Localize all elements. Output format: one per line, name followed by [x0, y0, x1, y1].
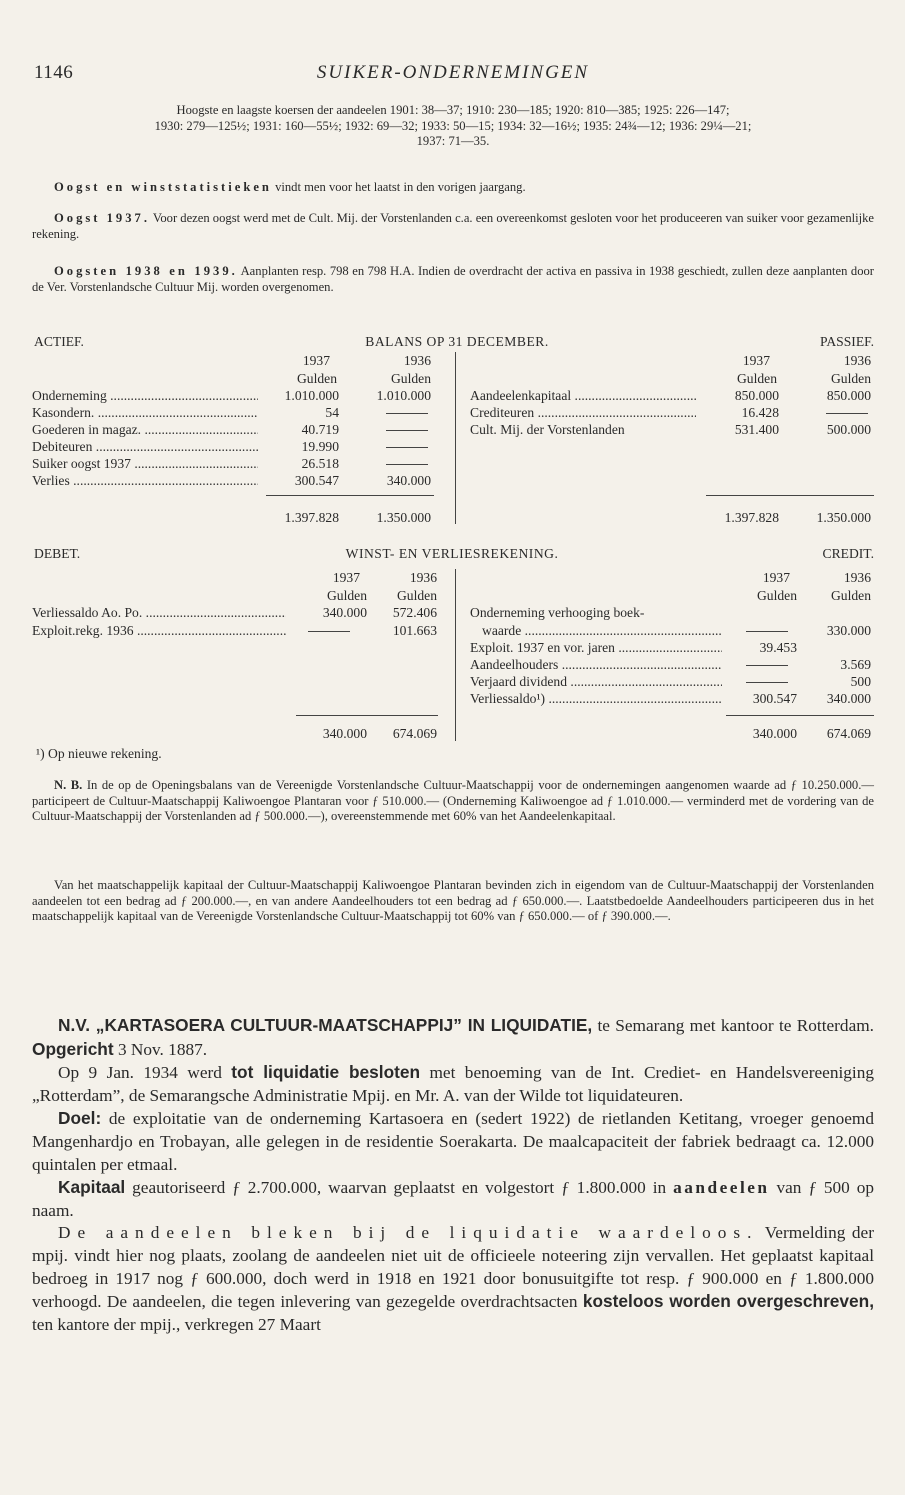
nb-paragraph-2: [32, 878, 874, 925]
asset-1937: 1.010.000: [284, 388, 339, 403]
balance-unit-right-1: Gulden: [736, 371, 777, 386]
balance-unit-right-2: Gulden: [830, 371, 871, 386]
liquidation-paragraph: [32, 1061, 874, 1107]
liability-row: [32, 387, 874, 404]
running-title: SUIKER-ONDERNEMINGEN: [316, 62, 590, 83]
pnl-unit-left-1: Gulden: [326, 588, 367, 603]
asset-label: Verlies .....: [32, 472, 258, 489]
asset-row: [32, 472, 874, 489]
liability-1937: 531.400: [734, 422, 779, 437]
asset-1936: 1.010.000: [376, 388, 431, 403]
liability-row: [32, 404, 874, 421]
asset-label: Suiker oogst 1937 .....: [32, 455, 258, 472]
credit-label: waarde .....: [482, 622, 722, 639]
balance-divider: [455, 352, 456, 524]
asset-1937: 300.547: [294, 473, 339, 488]
credit-label: Verjaard dividend .....: [470, 673, 722, 690]
credit-label: Exploit. 1937 en vor. jaren .....: [470, 639, 722, 656]
balance-left-title: ACTIEF.: [34, 334, 84, 349]
page-number: 1146: [34, 62, 74, 83]
credit-row: [32, 604, 874, 621]
balance-year-1936-left: 1936: [403, 353, 431, 368]
pnl-unit-left-2: Gulden: [396, 588, 437, 603]
empty-dash: [746, 622, 788, 639]
pnl-unit-right-1: Gulden: [756, 588, 797, 603]
debit-label: Verliessaldo Ao. Po. .....: [32, 604, 286, 621]
credit-1936: 330.000: [826, 623, 871, 638]
kapitaal-spaced: aandeelen: [673, 1178, 770, 1198]
oogst-statistics-note: [32, 180, 874, 196]
oogst-1937-text: Voor dezen oogst werd met de Cult. Mij. der Vorstenlanden c.a. een overeenkomst gesloten voor het produceeren van suiker voor gezamenlijke rekening.: [32, 211, 875, 241]
running-header: [32, 62, 874, 86]
pnl-footnote: ¹) Op nieuwe rekening.: [36, 746, 162, 761]
kapitaal-text-2: van ƒ 500 op naam.: [32, 1178, 874, 1220]
doel-label: Doel:: [58, 1108, 102, 1129]
pnl-unit-right-2: Gulden: [830, 588, 871, 603]
kapitaal-text-1: geautoriseerd ƒ 2.700.000, waarvan geplaatst en volgestort ƒ 1.800.000 in: [125, 1178, 674, 1198]
liability-1937: 850.000: [734, 388, 779, 403]
nb-paragraph-1: [32, 778, 874, 825]
balance-year-1937-left: 1937: [302, 353, 330, 368]
price-history-line-2: 1930: 279—125½; 1931: 160—55½; 1932: 69—32; 1933: 50—15; 1934: 32—16½; 1935: 24¾—12; 1936: 29¼—21;: [154, 118, 752, 133]
company-entry: [32, 1014, 874, 1336]
pnl-rule-right: [726, 715, 874, 716]
asset-label: Debiteuren .....: [32, 438, 258, 455]
balance-rule-right: [706, 495, 874, 496]
oogsten-text: Aanplanten resp. 798 en 798 H.A. Indien de overdracht der activa en passiva in 1938 geschiedt, zullen deze aanplanten door de Ver. Vorstenlandsche Cultuur Mij. worden overgenomen.: [32, 264, 874, 294]
credit-1936: 3.569: [840, 657, 871, 672]
total-debit-1937: 340.000: [322, 726, 367, 741]
kosteloos-text: ten kantore der mpij., verkregen 27 Maart: [32, 1314, 321, 1334]
credit-1937: 300.547: [752, 691, 797, 706]
waardeloos-text: Vermelding der mpij. vindt hier nog plaats, zoolang de aandeelen niet uit de officieele noteering zijn vervallen. Het geplaatst kapitaal bedroeg in 1917 nog ƒ 600.000, doch werd in 1918 en 1921 door bonusuitgifte tot resp. ƒ 900.000 en ƒ 1.800.000 verhoogd. De aandeelen, die tegen inlevering van gezegelde overdrachtsacten: [32, 1223, 874, 1312]
price-history: [32, 103, 874, 150]
liability-label: Aandeelenkapitaal .....: [470, 387, 696, 404]
oogst-1937-note: [32, 211, 874, 242]
liquidation-post: met benoeming van de Int. Crediet- en Handelsvereeniging „Rotterdam”, de Semarangsche Administratie Mpij. en Mr. A. van der Wilde tot liquidateuren.: [32, 1063, 874, 1105]
pnl-rule-left: [296, 715, 438, 716]
waardeloos-spaced: De aandeelen bleken bij de liquidatie waardeloos.: [58, 1223, 759, 1243]
liability-1937: 16.428: [741, 405, 779, 420]
company-location: te Semarang met kantoor te Rotterdam.: [592, 1016, 875, 1035]
debit-1937: 340.000: [322, 605, 367, 620]
balance-totals: [32, 509, 874, 526]
nb-text-2: Van het maatschappelijk kapitaal der Cultuur-Maatschappij Kaliwoengoe Plantaran bevinden zich in eigendom van de Cultuur-Maatschappij der Vorstenlanden aandeelen tot een bedrag ad ƒ 200.000.—, en van andere Aandeelhouders tot een bedrag ad ƒ 650.000.—. Laatstbedoelde Aandeelhouders participeeren dus in het maatschappelijk kapitaal van de Vereenigde Vorstenlandsche Cultuur-Maatschappij tot 60% van ƒ 650.000.— of ƒ 390.000.—.: [32, 878, 874, 923]
oogst-statistics-heading: Oogst en winststatistieken: [54, 180, 272, 194]
oogsten-heading: Oogsten 1938 en 1939.: [54, 264, 238, 278]
nb-text-1: In de op de Openingsbalans van de Vereenigde Vorstenlandsche Cultuur-Maatschappij voor de ondernemingen aangenomen waarde ad ƒ 10.250.000.— participeert de Cultuur-Maatschappij Kaliwoengoe Plantaran voor ƒ 510.000.— (Onderneming Kaliwoengoe ad ƒ 1.010.000.— verminderd met de vordering van de Cultuur-Maatschappij der Vorstenlanden ad ƒ 500.000.—), overeenstemmende met 60% van het Aandeelenkapitaal.: [32, 778, 874, 823]
pnl-year-1937-right: 1937: [762, 570, 790, 585]
asset-1937: 19.990: [301, 439, 339, 454]
total-debit-1936: 674.069: [392, 726, 437, 741]
company-name: N.V. „KARTASOERA CULTUUR-MAATSCHAPPIJ” IN LIQUIDATIE,: [58, 1015, 593, 1035]
credit-1936: 340.000: [826, 691, 871, 706]
asset-label: Onderneming .....: [32, 387, 258, 404]
balance-right-title: PASSIEF.: [820, 334, 874, 349]
total-liabilities-1937: 1.397.828: [724, 510, 779, 525]
liability-label: Cult. Mij. der Vorstenlanden: [470, 422, 625, 437]
asset-1937: 54: [325, 405, 339, 420]
liquidation-bold: tot liquidatie besloten: [231, 1062, 421, 1083]
asset-label: Kasondern. .....: [32, 404, 258, 421]
liability-label: Crediteuren .....: [470, 404, 696, 421]
pnl-year-1936-left: 1936: [409, 570, 437, 585]
asset-1936: 340.000: [386, 473, 431, 488]
pnl-title: WINST- EN VERLIESREKENING.: [345, 546, 559, 561]
doel-text: de exploitatie van de onderneming Kartasoera en (sedert 1922) de rietlanden Ketitang, vroeger genoemd Mangenhardjo en Trobayan, alle gelegen in de residentie Soerakarta. De maalcapaciteit der fabriek bedraagt ca. 12.000 quintalen per etmaal.: [32, 1109, 874, 1174]
credit-1936: 500: [850, 674, 871, 689]
pnl-left-title: DEBET.: [34, 546, 81, 561]
pnl-year-1936-right: 1936: [843, 570, 871, 585]
pnl-footnote-row: [32, 745, 874, 762]
liquidation-pre: Op 9 Jan. 1934 werd: [58, 1063, 232, 1083]
company-heading-paragraph: [32, 1014, 874, 1061]
total-assets-1937: 1.397.828: [284, 510, 339, 525]
empty-dash: [826, 404, 868, 421]
waardeloos-paragraph: [32, 1222, 874, 1336]
balance-unit-left-1: Gulden: [296, 371, 337, 386]
pnl-right-title: CREDIT.: [822, 546, 874, 561]
balance-title: BALANS OP 31 DECEMBER.: [365, 334, 549, 349]
credit-label: Onderneming verhooging boek-: [470, 605, 645, 620]
empty-dash: [746, 656, 788, 673]
debit-1936: 572.406: [392, 605, 437, 620]
credit-row: [32, 622, 874, 639]
asset-row: [32, 438, 874, 455]
pnl-year-1937-left: 1937: [332, 570, 360, 585]
kapitaal-paragraph: [32, 1176, 874, 1222]
liability-row: [32, 421, 874, 438]
credit-row: [32, 639, 874, 656]
debit-label: Exploit.rekg. 1936 .....: [32, 622, 286, 639]
opgericht-value: 3 Nov. 1887.: [113, 1039, 208, 1059]
balance-rule-left: [266, 495, 434, 496]
credit-1937: 39.453: [759, 640, 797, 655]
total-liabilities-1936: 1.350.000: [816, 510, 871, 525]
asset-1937: 40.719: [301, 422, 339, 437]
empty-dash: [746, 673, 788, 690]
pnl-totals: [32, 725, 874, 742]
nb-label: N. B.: [54, 778, 83, 792]
balance-year-1936-right: 1936: [843, 353, 871, 368]
empty-dash: [386, 455, 428, 472]
debit-1936: 101.663: [392, 623, 437, 638]
asset-label: Goederen in magaz. .....: [32, 421, 258, 438]
oogst-1937-heading: Oogst 1937.: [54, 211, 150, 225]
balance-unit-left-2: Gulden: [390, 371, 431, 386]
pnl-divider: [455, 569, 456, 741]
asset-1937: 26.518: [301, 456, 339, 471]
total-credit-1937: 340.000: [752, 726, 797, 741]
price-history-line-3: 1937: 71—35.: [416, 134, 490, 148]
price-history-line-1: Hoogste en laagste koersen der aandeelen 1901: 38—37; 1910: 230—185; 1920: 810—385; 1925: 226—147;: [176, 103, 730, 117]
kosteloos-bold: kosteloos worden overgeschreven,: [582, 1291, 874, 1312]
empty-dash: [386, 438, 428, 455]
credit-label: Aandeelhouders .....: [470, 656, 722, 673]
opgericht-label: Opgericht: [32, 1038, 114, 1059]
balance-year-1937-right: 1937: [742, 353, 770, 368]
oogsten-1938-1939-note: [32, 264, 874, 295]
credit-row: [32, 656, 874, 673]
oogst-statistics-text: vindt men voor het laatst in den vorigen jaargang.: [271, 180, 526, 194]
credit-row: [32, 690, 874, 707]
total-assets-1936: 1.350.000: [376, 510, 431, 525]
kapitaal-label: Kapitaal: [58, 1177, 126, 1198]
doel-paragraph: [32, 1107, 874, 1176]
total-credit-1936: 674.069: [826, 726, 871, 741]
credit-label: Verliessaldo¹) .....: [470, 690, 722, 707]
liability-1936: 850.000: [826, 388, 871, 403]
credit-row: [32, 673, 874, 690]
asset-row: [32, 455, 874, 472]
liability-1936: 500.000: [826, 422, 871, 437]
